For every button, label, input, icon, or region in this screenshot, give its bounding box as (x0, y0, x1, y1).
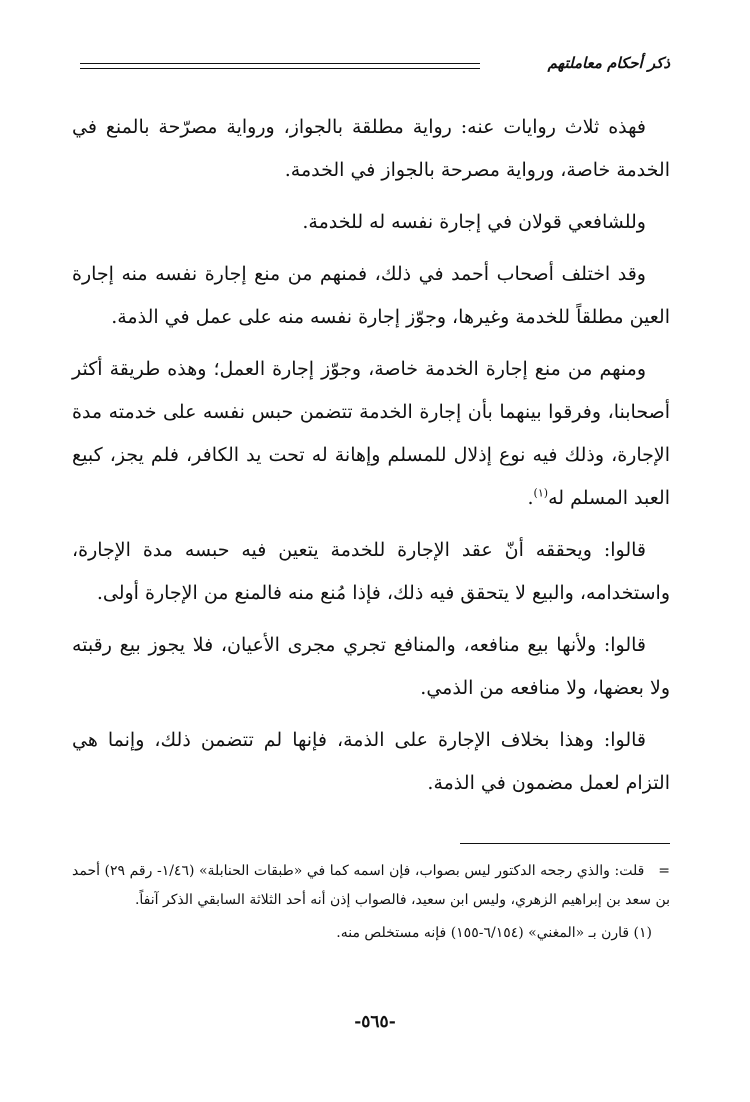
footnotes (72, 857, 670, 952)
footnote-1: (١) قارن بـ «المغني» (٦/١٥٤-١٥٥) فإنه مستخلص منه. (336, 925, 652, 941)
paragraph-4 (72, 348, 670, 520)
paragraph-6: قالوا: ولأنها بيع منافعه، والمنافع تجري مجرى الأعيان، فلا يجوز بيع رقبته ولا بعضها، ولا منافعه من الذمي. (72, 634, 670, 699)
paragraph-4-end: . (527, 487, 534, 509)
footnote-continuation (72, 857, 670, 915)
paragraph-5: قالوا: ويحققه أنّ عقد الإجارة للخدمة يتعين فيه حبسه مدة الإجارة، واستخدامه، والبيع لا يتحقق فيه ذلك، فإذا مُنع منه فالمنع من الإجارة أولى. (72, 539, 670, 604)
footnote-separator (460, 843, 670, 844)
running-header (80, 56, 670, 78)
paragraph-4-text: ومنهم من منع إجارة الخدمة خاصة، وجوّز إجارة العمل؛ وهذه طريقة أكثر أصحابنا، وفرقوا بينهما بأن إجارة الخدمة تتضمن حبس نفسه على خدمته مدة الإجارة، وذلك فيه نوع إذلال للمسلم وإهانة له تحت يد الكافر، فلم يجز، كبيع العبد المسلم له (72, 358, 670, 509)
footnote-continuation-text: قلت: والذي رجحه الدكتور ليس بصواب، فإن اسمه كما في «طبقات الحنابلة» (١/٤٦- رقم ٢٩) أحمد بن سعد بن إبراهيم الزهري، وليس ابن سعيد، فالصواب إذن أنه أحد الثلاثة السابقي الذكر آنفاً. (72, 863, 670, 908)
footnote-reference: (١) (533, 486, 549, 500)
running-title: ذكر أحكام معاملتهم (547, 54, 670, 72)
page-number: -٥٦٥- (354, 1012, 396, 1032)
header-rule-double (80, 68, 480, 69)
paragraph-3: وقد اختلف أصحاب أحمد في ذلك، فمنهم من منع إجارة نفسه منه إجارة العين مطلقاً للخدمة وغيرها، وجوّز إجارة نفسه منه على عمل في الذمة. (72, 263, 670, 328)
paragraph-7: قالوا: وهذا بخلاف الإجارة على الذمة، فإنها لم تتضمن ذلك، وإنما هي التزام لعمل مضمون في الذمة. (72, 729, 670, 794)
header-rule (80, 63, 480, 64)
paragraph-2: وللشافعي قولان في إجارة نفسه له للخدمة. (302, 211, 646, 233)
main-text (72, 106, 670, 814)
continuation-marker: = (658, 863, 670, 879)
paragraph-1: فهذه ثلاث روايات عنه: رواية مطلقة بالجواز، ورواية مصرّحة بالمنع في الخدمة خاصة، ورواية مصرحة بالجواز في الخدمة. (72, 116, 670, 181)
